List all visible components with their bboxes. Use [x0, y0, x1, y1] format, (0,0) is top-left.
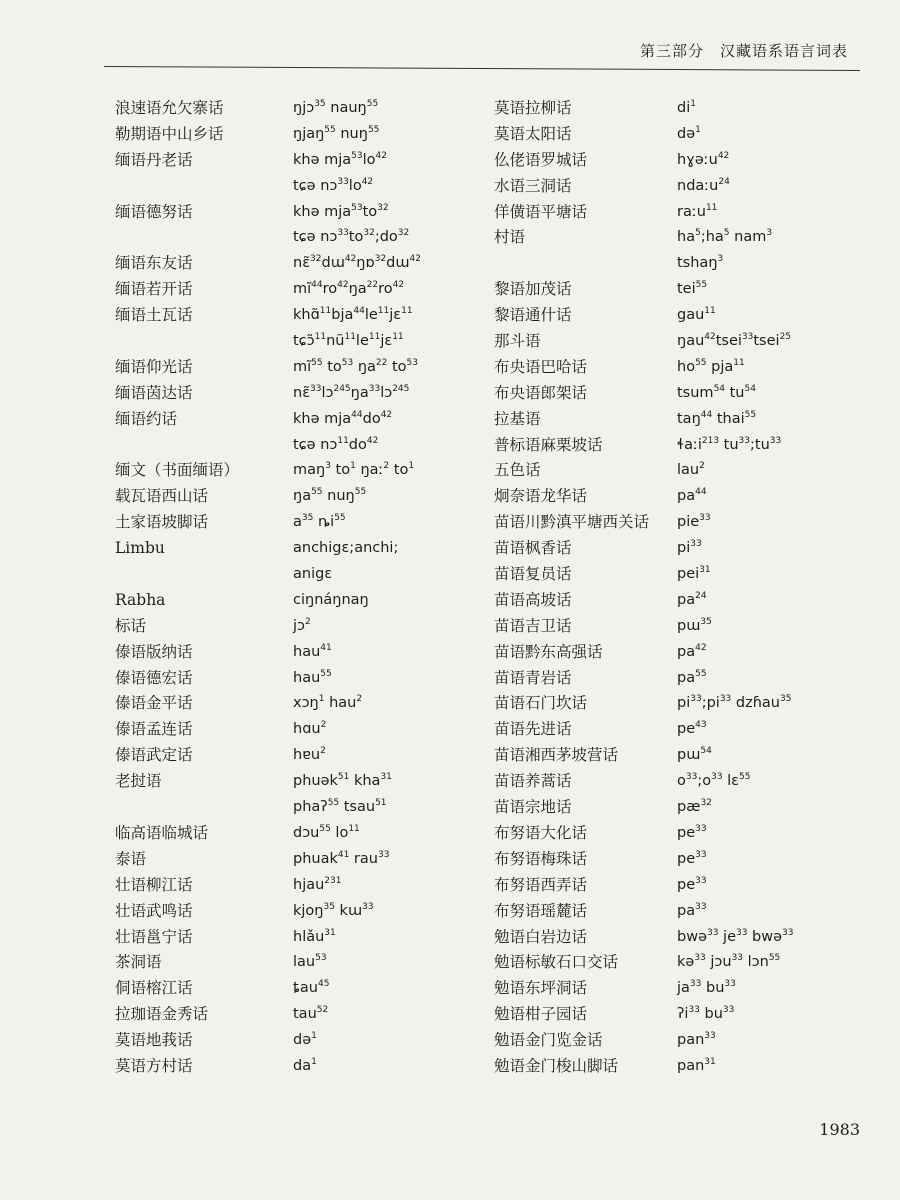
phonetic-form: khə $mja^{53}to^{32}$	[293, 202, 389, 220]
phonetic-form: $ŋa^{55}$ nuŋ$^{55}$	[293, 487, 367, 505]
phonetic-form: bwə$^{33}$ $je^{33}$ bwə$^{33}$	[677, 927, 794, 945]
language-name: Limbu	[115, 539, 165, 558]
entry-row	[115, 329, 505, 355]
language-name: 壮语柳江话	[115, 875, 193, 894]
phonetic-form: tɕə $nɔ^{11}do^{42}$	[293, 435, 379, 453]
language-name: 五色话	[494, 461, 541, 480]
entry-row	[115, 174, 505, 200]
entry-row	[494, 666, 884, 692]
phonetic-form: $nɛ̃^{33}lɔ^{245}ŋa^{33}lɔ^{245}$	[293, 383, 410, 401]
language-name: 苗语枫香话	[494, 539, 572, 558]
phonetic-form: khə $mja^{53}lo^{42}$	[293, 150, 387, 168]
running-header: 第三部分 汉藏语系语言词表	[639, 42, 848, 60]
phonetic-form: $o^{33};o^{33}$ lɛ$^{55}$	[677, 772, 751, 790]
phonetic-form: hau$^{55}$	[293, 668, 332, 686]
language-name: 傣语金平话	[115, 694, 193, 713]
language-name: 苗语复员话	[494, 565, 572, 584]
language-name: 莫语拉柳话	[494, 99, 572, 117]
language-name: 拉珈语金秀话	[115, 1005, 209, 1024]
entry-row	[115, 381, 505, 407]
header-rule	[104, 66, 860, 71]
language-name: 佯僙语平塘话	[494, 202, 588, 221]
entry-row	[494, 899, 884, 925]
language-name: 莫语太阳话	[494, 124, 572, 143]
entry-row	[494, 458, 884, 484]
language-name: 傣语孟连话	[115, 720, 193, 739]
entry-row	[115, 1028, 505, 1054]
entry-row	[115, 200, 505, 226]
entry-row	[494, 277, 884, 303]
phonetic-form: lau$^{53}$	[293, 953, 327, 971]
phonetic-form: kjoŋ$^{35}$ kɯ$^{33}$	[293, 901, 374, 919]
language-name: 老挝语	[115, 772, 162, 791]
language-name: 勉语标敏石口交话	[494, 953, 619, 972]
entry-row	[115, 458, 505, 484]
entry-row	[115, 743, 505, 769]
language-name: 浪速语允欠寨话	[115, 99, 224, 117]
phonetic-form: $ja^{33}$ $bu^{33}$	[677, 979, 736, 997]
phonetic-form: ciŋnáŋnaŋ	[293, 591, 369, 608]
phonetic-form: ŋjaŋ$^{55}$ nuŋ$^{55}$	[293, 124, 380, 142]
phonetic-form: pei$^{31}$	[677, 565, 711, 583]
language-name: 勉语东坪洞话	[494, 979, 588, 998]
entry-row	[494, 588, 884, 614]
entry-row	[494, 381, 884, 407]
entry-row	[115, 691, 505, 717]
left-column	[115, 96, 505, 1080]
language-name: 缅语土瓦话	[115, 306, 193, 325]
entry-row	[115, 355, 505, 381]
phonetic-form: $pe^{33}$	[677, 823, 707, 841]
language-name: 苗语宗地话	[494, 798, 572, 817]
language-name: 缅语仰光话	[115, 357, 193, 376]
phonetic-form: dɔu$^{55}$ $lo^{11}$	[293, 823, 360, 841]
phonetic-form: hɣəːu$^{42}$	[677, 150, 730, 168]
language-name: 勒期语中山乡话	[115, 124, 224, 143]
phonetic-form: ȶau$^{45}$	[293, 979, 330, 997]
phonetic-form: $pa^{33}$	[677, 901, 707, 919]
phonetic-form: $pæ^{32}$	[677, 798, 712, 816]
entry-row	[494, 640, 884, 666]
language-name: 傣语德宏话	[115, 668, 193, 687]
entry-row	[115, 1054, 505, 1080]
entry-row	[115, 484, 505, 510]
language-name: Rabha	[115, 590, 166, 609]
language-name: 标话	[115, 616, 147, 635]
phonetic-form: $pe^{33}$	[677, 849, 707, 867]
language-name: 勉语金门梭山脚话	[494, 1056, 619, 1075]
entry-row	[494, 329, 884, 355]
entry-row	[115, 873, 505, 899]
phonetic-form: $da^1$	[293, 1056, 317, 1074]
entry-row	[115, 717, 505, 743]
phonetic-form: $mĩ^{55}$ $to^{53}$ $ŋa^{22}$ $to^{53}$	[293, 357, 418, 375]
language-name: 苗语吉卫话	[494, 616, 572, 635]
phonetic-form: $pi^{33};pi^{33}$ dzɦau$^{35}$	[677, 694, 792, 712]
entry-row	[494, 821, 884, 847]
phonetic-form: hjau$^{231}$	[293, 875, 342, 893]
entry-row	[494, 510, 884, 536]
entry-row	[494, 873, 884, 899]
phonetic-form: $pi^{33}$	[677, 539, 702, 557]
language-name: 水语三洞话	[494, 176, 572, 195]
phonetic-form: kə$^{33}$ jɔu$^{33}$ lɔn$^{55}$	[677, 953, 781, 971]
phonetic-form: gau$^{11}$	[677, 306, 716, 324]
phonetic-form: lau$^2$	[677, 461, 705, 479]
phonetic-form: ndaːu$^{24}$	[677, 176, 730, 194]
entry-row	[494, 484, 884, 510]
language-name: 普标语麻栗坡话	[494, 435, 603, 454]
entry-row	[115, 821, 505, 847]
entry-row	[115, 666, 505, 692]
entry-row	[115, 847, 505, 873]
language-name: 黎语通什话	[494, 306, 572, 325]
entry-row	[494, 433, 884, 459]
entry-row	[494, 1028, 884, 1054]
entry-row	[115, 536, 505, 562]
language-name: 苗语湘西茅坡营话	[494, 746, 619, 765]
entry-row	[494, 925, 884, 951]
entry-row	[494, 355, 884, 381]
language-name: 载瓦语西山话	[115, 487, 209, 506]
phonetic-form: $ho^{55}$ pja$^{11}$	[677, 357, 745, 375]
language-name: 村语	[494, 228, 526, 247]
entry-row	[115, 1002, 505, 1028]
language-name: 缅语若开话	[115, 280, 193, 299]
language-name: 苗语石门坎话	[494, 694, 588, 713]
entry-row	[115, 899, 505, 925]
entry-row	[494, 769, 884, 795]
language-name: 布努语大化话	[494, 823, 588, 842]
entry-row	[494, 717, 884, 743]
phonetic-form: $pa^{55}$	[677, 668, 707, 686]
entry-row	[115, 510, 505, 536]
entry-row	[494, 743, 884, 769]
phonetic-form: pan$^{33}$	[677, 1031, 716, 1049]
phonetic-form: ɬaːi$^{213}$ $tu^{33};tu^{33}$	[677, 435, 782, 453]
phonetic-form: taŋ$^{44}$ thai$^{55}$	[677, 409, 757, 427]
phonetic-form: tɕə $nɔ^{33}lo^{42}$	[293, 176, 374, 194]
phonetic-form: pie$^{33}$	[677, 513, 711, 531]
entry-row	[115, 562, 505, 588]
phonetic-form: $pa^{24}$	[677, 590, 707, 608]
language-name: 壮语武鸣话	[115, 901, 193, 920]
entry-row	[115, 433, 505, 459]
entry-row	[115, 769, 505, 795]
entry-row	[115, 148, 505, 174]
phonetic-form: $ha^5;ha^5$ nam$^3$	[677, 228, 773, 246]
phonetic-form: $di^1$	[677, 99, 696, 116]
phonetic-form: pɯ$^{54}$	[677, 746, 712, 764]
entry-row	[115, 407, 505, 433]
language-name: 缅语东友话	[115, 254, 193, 273]
entry-row	[494, 303, 884, 329]
entry-row	[494, 407, 884, 433]
entry-row	[494, 225, 884, 251]
entry-row	[494, 174, 884, 200]
language-name: 布央语郎架话	[494, 383, 588, 402]
language-name: 土家语坡脚话	[115, 513, 209, 532]
entry-row	[115, 303, 505, 329]
language-name: 布努语瑶麓话	[494, 901, 588, 920]
language-name: 勉语金门览金话	[494, 1031, 603, 1050]
entry-row	[115, 122, 505, 148]
entry-row	[494, 122, 884, 148]
language-name: 布努语西弄话	[494, 875, 588, 894]
language-name: 苗语川黔滇平塘西关话	[494, 513, 650, 532]
phonetic-form: ŋau$^{42}$tsei$^{33}$tsei$^{25}$	[677, 332, 792, 350]
language-name: 莫语方村话	[115, 1056, 193, 1075]
language-name: 茶洞语	[115, 953, 162, 972]
phonetic-form: hau$^{41}$	[293, 642, 332, 660]
phonetic-form: khə $mja^{44}do^{42}$	[293, 409, 393, 427]
phonetic-form: maŋ$^3$ $to^1$ ŋaː$^2$ $to^1$	[293, 461, 415, 479]
phonetic-form: tei$^{55}$	[677, 280, 708, 298]
phonetic-form: phaʔ$^{55}$ tsau$^{51}$	[293, 798, 387, 816]
language-name: 缅文（书面缅语）	[115, 461, 240, 480]
language-name: 勉语柑子园话	[494, 1005, 588, 1024]
entry-row	[494, 976, 884, 1002]
entry-row	[115, 795, 505, 821]
entry-row	[494, 536, 884, 562]
language-name: 缅语德努话	[115, 202, 193, 221]
phonetic-form: tshaŋ$^3$	[677, 254, 724, 272]
phonetic-form: $a^{35}$ $ȵi^{55}$	[293, 513, 346, 531]
entry-row	[494, 200, 884, 226]
language-name: 临高语临城话	[115, 823, 209, 842]
entry-row	[494, 251, 884, 277]
language-name: 缅语约话	[115, 409, 178, 428]
phonetic-form: $khɑ̃^{11}bja^{44}le^{11}jɛ^{11}$	[293, 306, 413, 324]
phonetic-form: tɕə $nɔ^{33}to^{32};do^{32}$	[293, 228, 410, 246]
language-name: 壮语邕宁话	[115, 927, 193, 946]
phonetic-form: phuak$^{41}$ rau$^{33}$	[293, 849, 390, 867]
phonetic-form: hɑu$^2$	[293, 720, 327, 738]
language-name: 苗语先进话	[494, 720, 572, 739]
language-name: 那斗语	[494, 332, 541, 351]
phonetic-form: də$^1$	[293, 1031, 317, 1049]
entry-row	[115, 588, 505, 614]
phonetic-form: ʔi$^{33}$ $bu^{33}$	[677, 1005, 735, 1023]
language-name: 布央语巴哈话	[494, 357, 588, 376]
phonetic-form: hɐu$^2$	[293, 746, 326, 764]
language-name: 苗语黔东高强话	[494, 642, 603, 661]
page-number: 1983	[819, 1120, 860, 1139]
phonetic-form: tau$^{52}$	[293, 1005, 329, 1023]
entry-row	[115, 640, 505, 666]
entry-row	[494, 562, 884, 588]
language-name: 莫语地莪话	[115, 1031, 193, 1050]
entry-row	[115, 925, 505, 951]
phonetic-form: nɛ̃$^{32}$dɯ$^{42}$ŋɒ$^{32}$dɯ$^{42}$	[293, 254, 421, 272]
language-name: 缅语丹老话	[115, 150, 193, 169]
phonetic-form: pɯ$^{35}$	[677, 616, 712, 634]
phonetic-form: $tɕɔ̃^{11}nũ^{11}le^{11}jɛ^{11}$	[293, 332, 404, 350]
entry-row	[115, 950, 505, 976]
phonetic-form: $pa^{42}$	[677, 642, 707, 660]
phonetic-form: tsum$^{54}$ $tu^{54}$	[677, 383, 756, 401]
language-name: 布努语梅珠话	[494, 849, 588, 868]
language-name: 苗语养蒿话	[494, 772, 572, 791]
language-name: 黎语加茂话	[494, 280, 572, 299]
phonetic-form: hlǎu$^{31}$	[293, 927, 336, 945]
entry-row	[494, 1002, 884, 1028]
entry-row	[115, 251, 505, 277]
phonetic-form: jɔ$^2$	[293, 616, 311, 634]
entry-row	[115, 225, 505, 251]
entry-row	[494, 148, 884, 174]
entry-row	[494, 614, 884, 640]
language-name: 缅语茵达话	[115, 383, 193, 402]
language-name: 苗语高坡话	[494, 590, 572, 609]
phonetic-form: $mĩ^{44}ro^{42}ŋa^{22}ro^{42}$	[293, 280, 405, 298]
language-name: 苗语青岩话	[494, 668, 572, 687]
language-name: 勉语白岩边话	[494, 927, 588, 946]
phonetic-form: raːu$^{11}$	[677, 202, 718, 220]
entry-row	[494, 96, 884, 122]
phonetic-form: anchigɛ;anchi;	[293, 540, 399, 557]
entry-row	[494, 1054, 884, 1080]
phonetic-form: $pe^{33}$	[677, 875, 707, 893]
phonetic-form: pan$^{31}$	[677, 1056, 716, 1074]
entry-row	[115, 614, 505, 640]
entry-row	[494, 691, 884, 717]
entry-row	[115, 96, 505, 122]
phonetic-form: də$^1$	[677, 124, 701, 142]
entry-row	[494, 795, 884, 821]
phonetic-form: $pe^{43}$	[677, 720, 707, 738]
phonetic-form: phuək$^{51}$ kha$^{31}$	[293, 772, 392, 790]
phonetic-form: $pa^{44}$	[677, 487, 707, 505]
language-name: 炯奈语龙华话	[494, 487, 588, 506]
phonetic-form: xɔŋ$^1$ hau$^2$	[293, 694, 363, 712]
language-name: 拉基语	[494, 409, 541, 428]
language-name: 傣语武定话	[115, 746, 193, 765]
entry-row	[115, 976, 505, 1002]
entry-row	[494, 950, 884, 976]
phonetic-form: anigɛ	[293, 566, 333, 583]
entry-row	[494, 847, 884, 873]
language-name: 泰语	[115, 849, 147, 868]
right-column	[494, 96, 884, 1080]
phonetic-form: ŋjɔ$^{35}$ nauŋ$^{55}$	[293, 99, 379, 116]
language-name: 傣语版纳话	[115, 642, 193, 661]
entry-row	[115, 277, 505, 303]
language-name: 侗语榕江话	[115, 979, 193, 998]
language-name: 仫佬语罗城话	[494, 150, 588, 169]
